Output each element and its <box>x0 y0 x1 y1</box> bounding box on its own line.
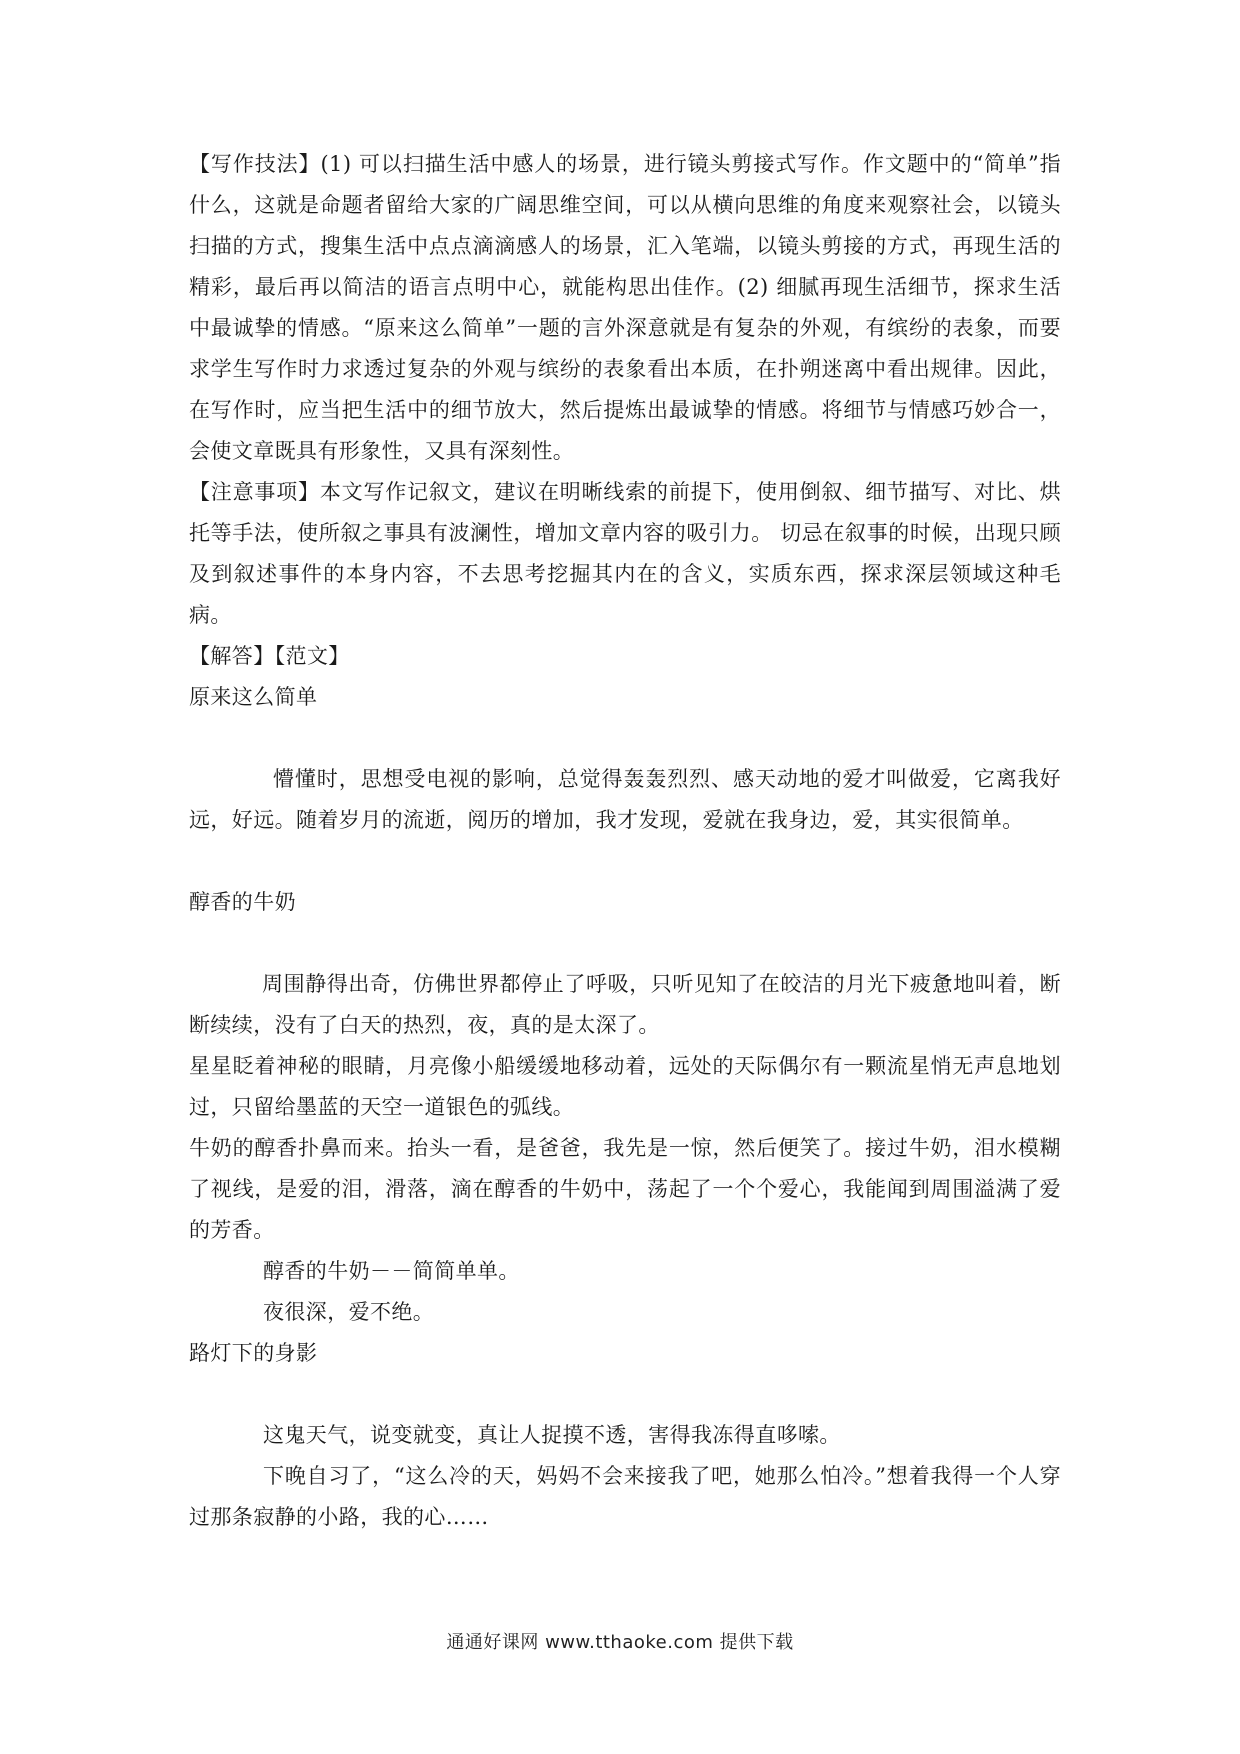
answer-label: 【解答】【范文】 <box>189 644 350 668</box>
section2-paragraph-2: 下晚自习了，“这么冷的天，妈妈不会来接我了吧，她那么怕冷。”想着我得一个人穿过那条寂静的小路，我的心…… <box>189 1464 1061 1529</box>
section1-paragraph-1: 周围静得出奇，仿佛世界都停止了呼吸，只听见知了在皎洁的月光下疲惫地叫着，断断续续，没有了白天的热烈，夜，真的是太深了。 <box>189 972 1061 1037</box>
section1-paragraph-3: 牛奶的醇香扑鼻而来。抬头一看，是爸爸，我先是一惊，然后便笑了。接过牛奶，泪水模糊了视线，是爱的泪，滑落，滴在醇香的牛奶中，荡起了一个个爱心，我能闻到周围溢满了爱的芳香。 <box>189 1136 1061 1242</box>
notes-paragraph: 【注意事项】本文写作记叙文，建议在明晰线索的前提下，使用倒叙、细节描写、对比、烘托等手法，使所叙之事具有波澜性，增加文章内容的吸引力。 切忌在叙事的时候，出现只顾及到叙述事件的本身内容，不去思考挖掘其内在的含义，实质东西，探求深层领域这种毛病。 <box>189 480 1061 627</box>
section2-paragraph-1: 这鬼天气，说变就变，真让人捉摸不透，害得我冻得直哆嗦。 <box>263 1423 841 1447</box>
writing-techniques-paragraph: 【写作技法】(1) 可以扫描生活中感人的场景，进行镜头剪接式写作。作文题中的“简单”指什么，这就是命题者留给大家的广阔思维空间，可以从横向思维的角度来观察社会，以镜头扫描的方式，搜集生活中点点滴滴感人的场景，汇入笔端，以镜头剪接的方式，再现生活的精彩，最后再以简洁的语言点明中心，就能构思出佳作。(2) 细腻再现生活细节，探求生活中最诚挚的情感。“原来这么简单”一题的言外深意就是有复杂的外观，有缤纷的表象，而要求学生写作时力求透过复杂的外观与缤纷的表象看出本质，在扑朔迷离中看出规律。因此，在写作时，应当把生活中的细节放大，然后提炼出最诚挚的情感。将细节与情感巧妙合一，会使文章既具有形象性，又具有深刻性。 <box>189 152 1061 463</box>
footer-site-link[interactable]: www.tthaoke.com <box>545 1632 714 1653</box>
section1-paragraph-2: 星星眨着神秘的眼睛，月亮像小船缓缓地移动着，远处的天际偶尔有一颗流星悄无声息地划过，只留给墨蓝的天空一道银色的弧线。 <box>189 1054 1061 1119</box>
section-title-milk: 醇香的牛奶 <box>189 890 296 914</box>
blank-line <box>189 718 1061 759</box>
page-footer <box>0 1628 1240 1654</box>
blank-line <box>189 841 1061 882</box>
essay-title: 原来这么简单 <box>189 685 318 709</box>
footer-site-name: 通通好课网 <box>446 1632 539 1653</box>
section1-paragraph-4: 醇香的牛奶－－简简单单。 <box>263 1259 520 1283</box>
essay-intro-paragraph: 懵懂时，思想受电视的影响，总觉得轰轰烈烈、感天动地的爱才叫做爱，它离我好远，好远。随着岁月的流逝，阅历的增加，我才发现，爱就在我身边，爱，其实很简单。 <box>189 767 1061 832</box>
blank-line <box>189 1374 1061 1415</box>
footer-suffix: 提供下载 <box>719 1632 794 1653</box>
section-title-streetlight: 路灯下的身影 <box>189 1341 318 1365</box>
blank-line <box>189 923 1061 964</box>
section1-paragraph-5: 夜很深，爱不绝。 <box>263 1300 435 1324</box>
document-body <box>189 144 1061 1538</box>
